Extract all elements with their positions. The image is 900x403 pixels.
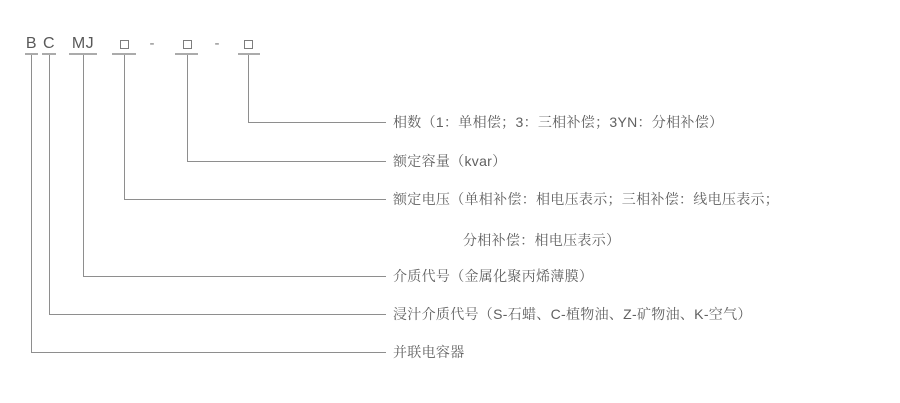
label-rated-voltage-line1: 额定电压（单相补偿：相电压表示；三相补偿：线电压表示；	[393, 191, 780, 207]
code-letter-c: C	[42, 35, 56, 52]
underline-box3	[238, 53, 260, 55]
leader-vline-capacity	[187, 55, 188, 161]
leader-hline-capacity	[187, 161, 386, 162]
leader-vline-impregnant	[49, 55, 50, 314]
leader-hline-impregnant	[49, 314, 386, 315]
leader-hline-voltage	[124, 199, 386, 200]
leader-vline-dielectric	[83, 55, 84, 276]
leader-vline-phase	[248, 55, 249, 122]
label-rated-capacity: 额定容量（kvar）	[393, 153, 507, 169]
leader-hline-phase	[248, 122, 386, 123]
leader-hline-shunt	[31, 352, 386, 353]
leader-vline-shunt	[31, 55, 32, 352]
placeholder-box-icon	[183, 40, 192, 49]
label-rated-voltage-line2: 分相补偿：相电压表示）	[463, 232, 621, 248]
code-separator-dash: -	[214, 35, 220, 52]
code-letter-b: B	[25, 35, 38, 52]
label-phase: 相数（1：单相偿；3：三相补偿；3YN：分相补偿）	[393, 114, 724, 130]
label-shunt-capacitor: 并联电容器	[393, 344, 465, 360]
placeholder-box-icon	[120, 40, 129, 49]
leader-hline-dielectric	[83, 276, 386, 277]
label-impregnant-code: 浸汁介质代号（S-石蜡、C-植物油、Z-矿物油、K-空气）	[393, 306, 752, 322]
label-dielectric-code: 介质代号（金属化聚丙烯薄膜）	[393, 268, 594, 284]
leader-vline-voltage	[124, 55, 125, 199]
code-letter-mj: MJ	[71, 35, 95, 52]
code-separator-dash: -	[149, 35, 155, 52]
placeholder-box-icon	[244, 40, 253, 49]
